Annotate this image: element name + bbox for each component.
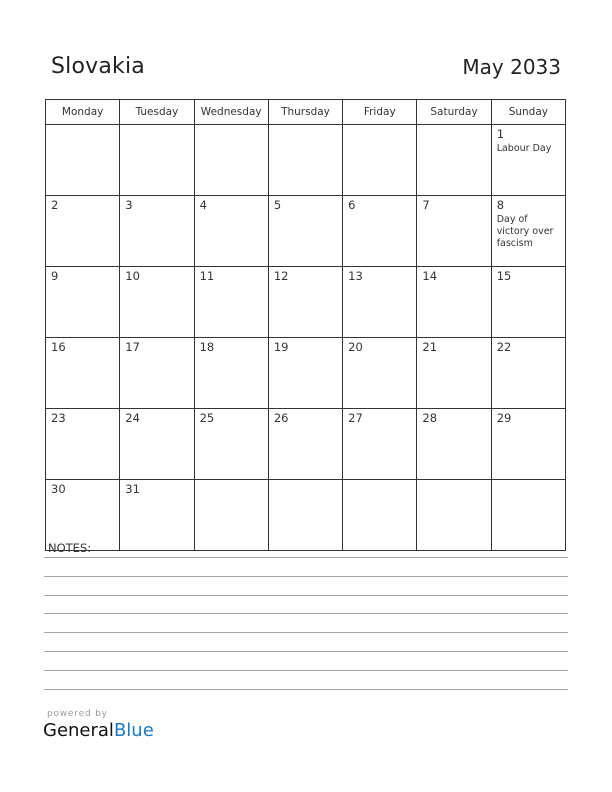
weekday-sunday: Sunday	[491, 100, 565, 125]
day-number: 26	[273, 411, 289, 425]
day-cell	[194, 196, 268, 267]
week-row	[46, 267, 566, 338]
day-cell	[120, 480, 194, 551]
day-cell	[120, 125, 194, 196]
notes-line	[44, 689, 568, 690]
day-number: 18	[199, 340, 215, 354]
day-number: 17	[125, 340, 140, 354]
day-number: 29	[496, 411, 512, 425]
day-cell	[46, 338, 120, 409]
weekday-saturday: Saturday	[417, 100, 491, 125]
day-cell	[491, 196, 565, 267]
week-row	[46, 125, 566, 196]
day-cell	[417, 480, 491, 551]
day-cell	[194, 125, 268, 196]
day-cell	[343, 196, 417, 267]
day-cell	[417, 196, 491, 267]
holiday-label: Day of victory over fascism	[496, 214, 554, 249]
generalblue-logo	[43, 720, 154, 741]
day-cell	[491, 480, 565, 551]
day-cell	[120, 267, 194, 338]
day-cell	[491, 409, 565, 480]
day-cell	[343, 480, 417, 551]
brand-general: General	[43, 720, 114, 741]
day-cell	[268, 125, 342, 196]
notes-line	[44, 670, 568, 671]
day-cell	[343, 125, 417, 196]
notes-line	[44, 632, 568, 633]
day-cell	[46, 196, 120, 267]
weekday-thursday: Thursday	[268, 100, 342, 125]
notes-label: NOTES:	[48, 541, 92, 555]
day-number: 20	[348, 340, 363, 354]
day-number: 1	[496, 127, 505, 141]
day-number: 31	[125, 482, 140, 496]
day-number: 9	[51, 269, 59, 283]
day-cell	[268, 338, 342, 409]
day-cell	[491, 267, 565, 338]
notes-line	[44, 557, 568, 558]
week-row	[46, 409, 566, 480]
day-number: 7	[422, 198, 430, 212]
notes-line	[44, 595, 568, 596]
day-cell	[343, 409, 417, 480]
day-number: 2	[51, 198, 59, 212]
day-number: 15	[496, 269, 512, 283]
day-number: 27	[348, 411, 363, 425]
brand-blue: Blue	[113, 720, 154, 741]
day-cell	[194, 480, 268, 551]
day-number: 3	[125, 198, 133, 212]
country-title: Slovakia	[51, 54, 145, 79]
weekday-tuesday: Tuesday	[120, 100, 194, 125]
day-number: 28	[422, 411, 438, 425]
day-cell	[343, 338, 417, 409]
day-cell	[268, 409, 342, 480]
day-cell	[268, 196, 342, 267]
day-cell	[268, 480, 342, 551]
day-cell	[194, 267, 268, 338]
notes-line	[44, 651, 568, 652]
day-cell	[46, 125, 120, 196]
day-number: 14	[422, 269, 438, 283]
notes-line	[44, 576, 568, 577]
day-number: 4	[199, 198, 207, 212]
day-cell	[417, 125, 491, 196]
day-number: 5	[273, 198, 282, 212]
day-number: 24	[125, 411, 140, 425]
day-cell	[268, 267, 342, 338]
day-cell	[194, 338, 268, 409]
day-cell	[194, 409, 268, 480]
day-number: 11	[199, 269, 215, 283]
weekday-monday: Monday	[46, 100, 120, 125]
day-number: 19	[273, 340, 289, 354]
powered-by-text: powered by	[47, 709, 108, 719]
weekday-header-row	[46, 100, 566, 125]
day-cell	[343, 267, 417, 338]
weekday-friday: Friday	[343, 100, 417, 125]
day-cell	[120, 409, 194, 480]
day-cell	[46, 409, 120, 480]
day-cell	[491, 338, 565, 409]
week-row	[46, 196, 566, 267]
week-row	[46, 338, 566, 409]
notes-line	[44, 613, 568, 614]
day-cell	[46, 480, 120, 551]
day-cell	[120, 338, 194, 409]
day-number: 23	[51, 411, 66, 425]
month-year: May 2033	[462, 55, 561, 79]
weekday-wednesday: Wednesday	[194, 100, 268, 125]
day-number: 25	[199, 411, 215, 425]
holiday-label: Labour Day	[496, 143, 552, 154]
week-row	[46, 480, 566, 551]
day-cell	[46, 267, 120, 338]
day-number: 21	[422, 340, 438, 354]
day-number: 22	[496, 340, 512, 354]
day-cell	[417, 409, 491, 480]
day-number: 16	[51, 340, 66, 354]
calendar-grid	[45, 99, 566, 551]
day-number: 8	[496, 198, 505, 212]
day-number: 13	[348, 269, 363, 283]
day-cell	[120, 196, 194, 267]
day-cell	[417, 338, 491, 409]
day-number: 12	[273, 269, 289, 283]
day-number: 6	[348, 198, 356, 212]
day-cell	[417, 267, 491, 338]
day-cell	[491, 125, 565, 196]
day-number: 10	[125, 269, 140, 283]
day-number: 30	[51, 482, 66, 496]
